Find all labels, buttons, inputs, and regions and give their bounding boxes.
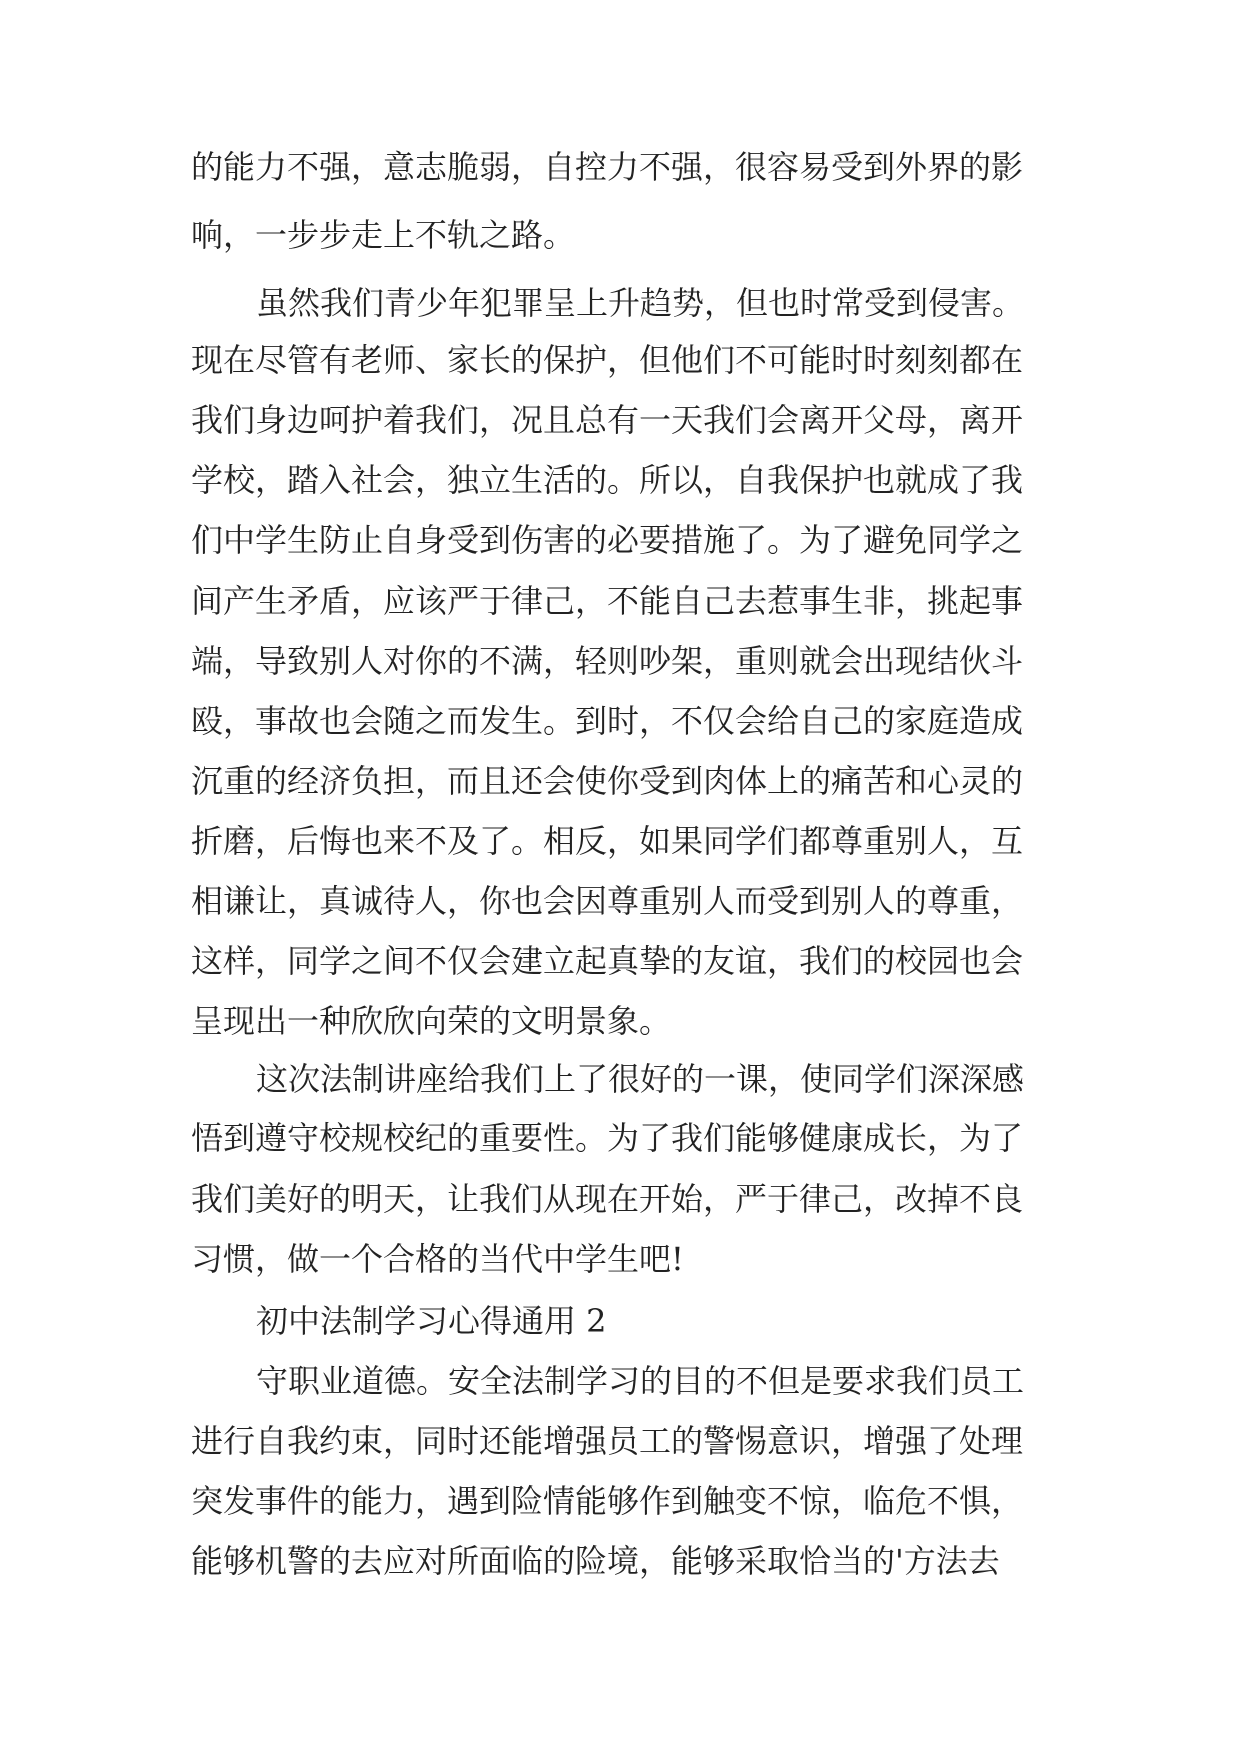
text-line: 悟到遵守校规校纪的重要性。为了我们能够健康成长，为了 xyxy=(191,1119,1024,1157)
text-line: 我们美好的明天，让我们从现在开始，严于律己，改掉不良 xyxy=(191,1180,1024,1218)
text-line: 呈现出一种欣欣向荣的文明景象。 xyxy=(191,1002,672,1040)
section-heading: 初中法制学习心得通用 2 xyxy=(256,1302,607,1340)
text-line: 的能力不强，意志脆弱，自控力不强，很容易受到外界的影 xyxy=(191,148,1024,186)
text-line: 能够机警的去应对所面临的险境，能够采取恰当的'方法去 xyxy=(191,1542,1000,1580)
text-line: 这样，同学之间不仅会建立起真挚的友谊，我们的校园也会 xyxy=(191,942,1024,980)
text-line: 相谦让，真诚待人，你也会因尊重别人而受到别人的尊重， xyxy=(191,882,1024,920)
text-line: 习惯，做一个合格的当代中学生吧! xyxy=(191,1240,684,1278)
text-line: 守职业道德。安全法制学习的目的不但是要求我们员工 xyxy=(256,1362,1025,1400)
text-line: 学校，踏入社会，独立生活的。所以，自我保护也就成了我 xyxy=(191,461,1024,499)
text-line: 我们身边呵护着我们，况且总有一天我们会离开父母，离开 xyxy=(191,401,1024,439)
text-line: 沉重的经济负担，而且还会使你受到肉体上的痛苦和心灵的 xyxy=(191,762,1024,800)
text-line: 现在尽管有老师、家长的保护，但他们不可能时时刻刻都在 xyxy=(191,341,1024,379)
text-line: 这次法制讲座给我们上了很好的一课，使同学们深深感 xyxy=(256,1060,1025,1098)
text-line: 折磨，后悔也来不及了。相反，如果同学们都尊重别人，互 xyxy=(191,822,1024,860)
text-line: 间产生矛盾，应该严于律己，不能自己去惹事生非，挑起事 xyxy=(191,582,1024,620)
text-line: 虽然我们青少年犯罪呈上升趋势，但也时常受到侵害。 xyxy=(256,284,1025,322)
text-line: 进行自我约束，同时还能增强员工的警惕意识，增强了处理 xyxy=(191,1422,1024,1460)
text-line: 殴，事故也会随之而发生。到时，不仅会给自己的家庭造成 xyxy=(191,702,1024,740)
text-line: 们中学生防止自身受到伤害的必要措施了。为了避免同学之 xyxy=(191,521,1024,559)
text-line: 响，一步步走上不轨之路。 xyxy=(191,216,576,254)
text-line: 端，导致别人对你的不满，轻则吵架，重则就会出现结伙斗 xyxy=(191,642,1024,680)
text-line: 突发事件的能力，遇到险情能够作到触变不惊，临危不惧， xyxy=(191,1482,1024,1520)
